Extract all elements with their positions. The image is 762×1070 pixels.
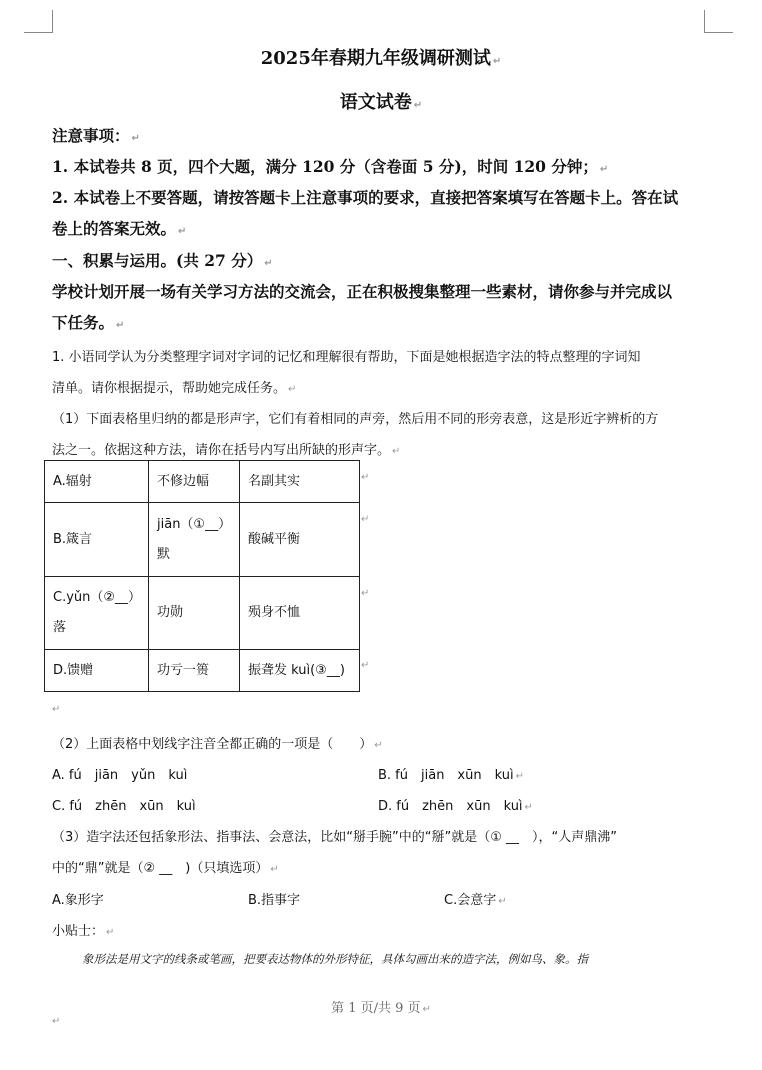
paragraph-mark: ↵ (361, 660, 370, 671)
q1-sub3-text-cont: 中的“鼎”就是（② __ )（只填选项） ↵ (52, 861, 279, 876)
notes-item-1: 1. 本试卷共 8 页，四个大题，满分 120 分（含卷面 5 分)，时间 120 分钟； ↵ (52, 157, 609, 176)
section-heading: 一、积累与运用。(共 27 分） ↵ (52, 251, 273, 270)
exam-subtitle: 语文试卷 ↵ (339, 92, 423, 113)
option-huiyi[interactable]: C.会意字 ↵ (444, 893, 507, 908)
q1-sub2-text: （2）上面表格中划线字注音全都正确的一项是（ ） ↵ (52, 737, 383, 752)
table-cell: 名副其实 (240, 461, 360, 503)
notes-item-2-cont: 卷上的答案无效。 ↵ (52, 219, 187, 238)
table-cell: 不修边幅 (149, 461, 240, 503)
q1-text-cont: 清单。请你根据提示，帮助她完成任务。 ↵ (52, 381, 297, 396)
crop-mark-top-left (24, 10, 53, 33)
crop-mark-top-right (704, 10, 733, 33)
option-xiangxing[interactable]: A.象形字 (52, 893, 104, 908)
table-cell: 功勋 (149, 577, 240, 650)
table-cell: 功亏一篑 (149, 650, 240, 692)
paragraph-mark: ↵ (361, 472, 370, 483)
page-footer: 第 1 页/共 9 页 ↵ (331, 1001, 431, 1016)
table-row (45, 577, 360, 650)
paragraph-mark: ↵ (52, 704, 61, 715)
table-cell: A.辐射 (45, 461, 149, 503)
table-cell: 振聋发 kuì(③__) (240, 650, 360, 692)
paragraph-mark: ↵ (52, 1016, 61, 1027)
table-cell: B.箴言 (45, 503, 149, 577)
paragraph-mark: ↵ (361, 588, 370, 599)
table-cell: 酸碱平衡 (240, 503, 360, 577)
option-c[interactable]: C. fú zhēn xūn kuì (52, 799, 196, 814)
notes-item-2: 2. 本试卷上不要答题，请按答题卡上注意事项的要求，直接把答案填写在答题卡上。答在试 (52, 188, 679, 207)
table-row (45, 503, 360, 577)
table-cell: D.馈赠 (45, 650, 149, 692)
option-b[interactable]: B. fú jiān xūn kuì ↵ (378, 768, 524, 783)
exam-title: 2025年春期九年级调研测试 ↵ (260, 48, 502, 69)
q1-sub1-text: （1）下面表格里归纳的都是形声字，它们有着相同的声旁，然后用不同的形旁表意，这是形近字辨析的方 (52, 412, 659, 427)
table-cell: jiān（①__）默 (149, 503, 240, 577)
paragraph-mark: ↵ (361, 514, 370, 525)
option-d[interactable]: D. fú zhēn xūn kuì ↵ (378, 799, 533, 814)
table-cell: C.yǔn（②__）落 (45, 577, 149, 650)
table-row (45, 461, 360, 503)
tip-text: 象形法是用文字的线条或笔画，把要表达物体的外形特征，具体勾画出来的造字法，例如鸟、象。指 (82, 952, 588, 966)
tip-label: 小贴士： ↵ (52, 924, 115, 939)
section-intro: 学校计划开展一场有关学习方法的交流会，正在积极搜集整理一些素材，请你参与并完成以 (52, 282, 673, 301)
notes-heading: 注意事项： ↵ (52, 126, 140, 145)
option-zhishi[interactable]: B.指事字 (248, 893, 301, 908)
q1-sub1-text-cont: 法之一。依据这种方法，请你在括号内写出所缺的形声字。 ↵ (52, 443, 401, 458)
section-intro-cont: 下任务。 ↵ (52, 313, 125, 332)
table-row (45, 650, 360, 692)
word-table (44, 460, 360, 692)
q1-sub3-text: （3）造字法还包括象形法、指事法、会意法，比如“掰手腕”中的“掰”就是（① __ ），“人声鼎沸” (52, 830, 617, 845)
option-a[interactable]: A. fú jiān yǔn kuì (52, 768, 188, 783)
q1-text: 1. 小语同学认为分类整理字词对字词的记忆和理解很有帮助，下面是她根据造字法的特点整理的字词知 (52, 350, 641, 365)
table-cell: 殒身不恤 (240, 577, 360, 650)
